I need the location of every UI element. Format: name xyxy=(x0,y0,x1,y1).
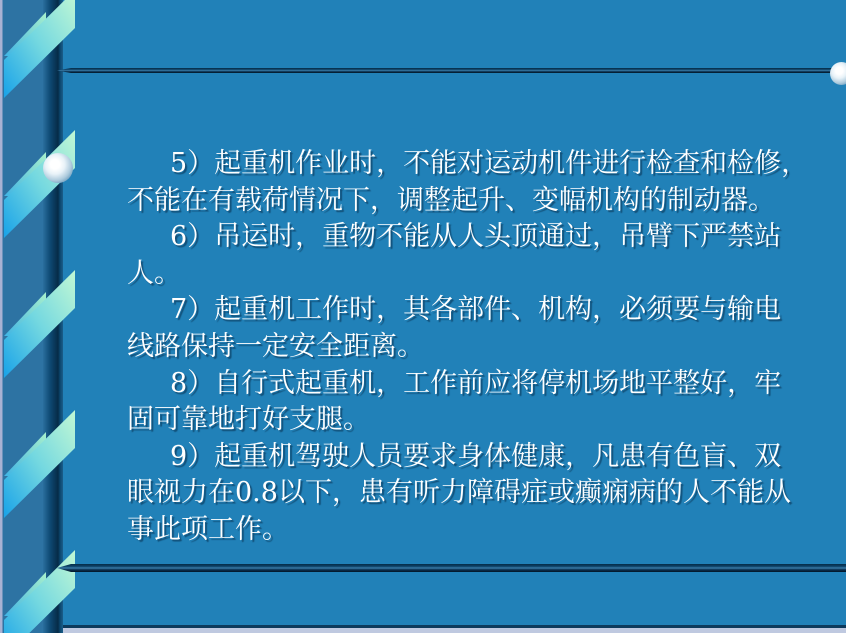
slide-body-text xyxy=(127,146,827,549)
left-ribbon-decoration xyxy=(0,0,80,633)
right-bead-ornament xyxy=(830,62,846,85)
body-line: 事此项工作。 xyxy=(127,513,289,545)
body-line: 7）起重机工作时，其各部件、机构，必须要与输电 xyxy=(170,294,782,326)
body-line: 5）起重机作业时，不能对运动机件进行检查和检修， xyxy=(170,148,809,179)
bottom-edge-strip xyxy=(0,628,846,633)
body-line: 人。 xyxy=(127,257,181,289)
body-line: 固可靠地打好支腿。 xyxy=(127,404,370,436)
body-line: 8）自行式起重机，工作前应将停机场地平整好，牢 xyxy=(170,367,782,399)
body-line: 9）起重机驾驶人员要求身体健康，凡患有色盲、双 xyxy=(170,440,782,472)
left-edge-strip xyxy=(0,0,3,633)
body-line: 线路保持一定安全距离。 xyxy=(127,330,424,362)
left-bead-ornament xyxy=(43,153,73,183)
top-divider-line xyxy=(57,68,846,73)
body-line: 6）吊运时，重物不能从人头顶通过，吊臂下严禁站 xyxy=(170,221,782,253)
body-line: 眼视力在0.8以下，患有听力障碍症或癫痫病的人不能从 xyxy=(127,477,791,509)
body-line: 不能在有载荷情况下，调整起升、变幅机构的制动器。 xyxy=(127,184,775,216)
bottom-divider-line xyxy=(57,564,846,572)
